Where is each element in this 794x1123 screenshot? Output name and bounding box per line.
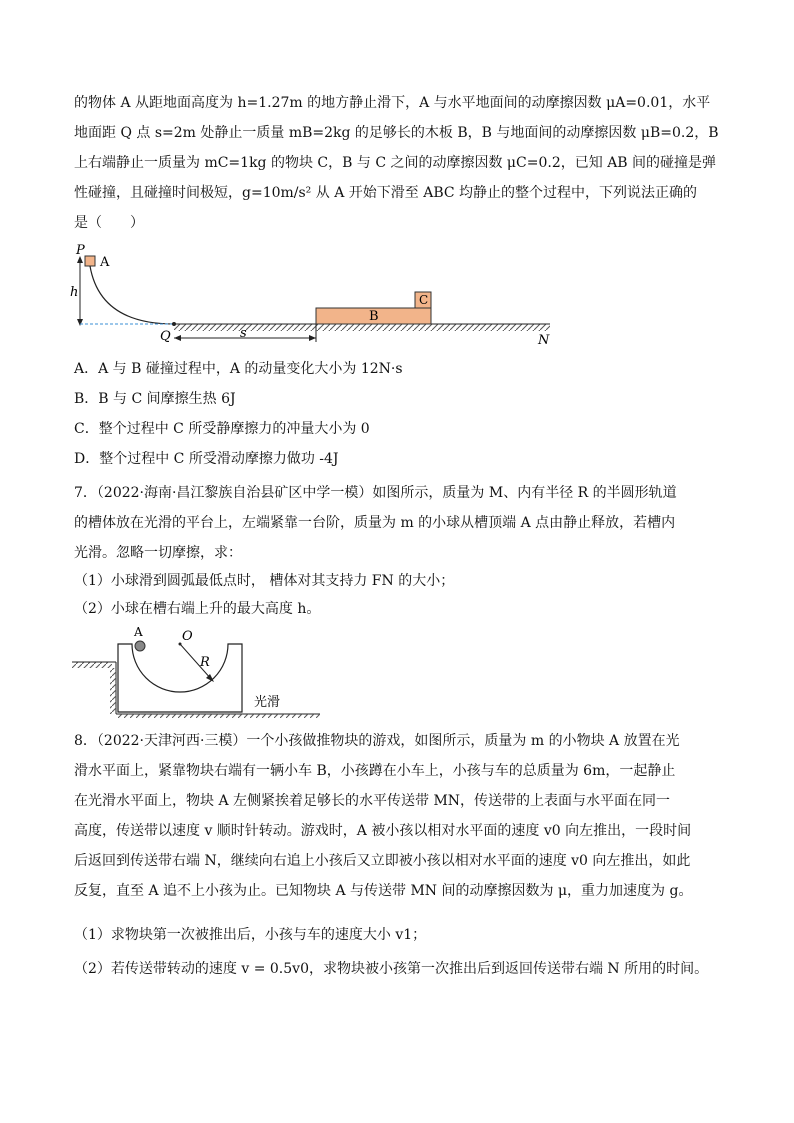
q8-part-2: （2）若传送带转动的速度 v = 0.5v0，求物块被小孩第一次推出后到返回传送带右端 N 所用的时间。	[74, 961, 709, 977]
curved-track	[90, 266, 174, 324]
s-arrow-left-icon	[174, 335, 181, 341]
q7-figure	[70, 622, 370, 718]
ball-A	[135, 641, 145, 651]
q6-option-d: D．整个过程中 C 所受滑动摩擦力做功 -4J	[74, 451, 339, 467]
left-wall-hatch	[110, 668, 116, 714]
block-A	[85, 256, 95, 266]
q8-stem-line: 在光滑水平面上，物块 A 左侧紧挨着足够长的水平传送带 MN，传送带的上表面与水平面在同一	[74, 793, 671, 809]
q8-stem-line: 高度，传送带以速度 v 顺时针转动。游戏时，A 被小孩以相对水平面的速度 v0 向左推出，一段时间	[74, 823, 692, 839]
s-arrow-right-icon	[309, 335, 316, 341]
label-h: h	[70, 285, 79, 300]
q6-stem-line: 是（ ）	[74, 215, 144, 231]
q7-part-2: （2）小球在槽右端上升的最大高度 h。	[74, 601, 321, 617]
label-s: s	[240, 326, 247, 341]
q7-stem-line: 的槽体放在光滑的平台上，左端紧靠一台阶，质量为 m 的小球从槽顶端 A 点由静止释放，若槽内	[74, 515, 676, 531]
ground-hatch	[174, 324, 550, 331]
q6-option-c: C．整个过程中 C 所受静摩擦力的冲量大小为 0	[74, 421, 370, 437]
label-B: B	[369, 309, 379, 324]
q6-stem-line: 性碰撞，且碰撞时间极短，g=10m/s² 从 A 开始下滑至 ABC 均静止的整个过程中，下列说法正确的	[74, 185, 698, 201]
q7-stem-line: 7．（2022·海南·昌江黎族自治县矿区中学一模）如图所示，质量为 M、内有半径 R 的半圆形轨道	[74, 485, 677, 501]
q6-stem-line: 地面距 Q 点 s=2m 处静止一质量 mB=2kg 的足够长的木板 B，B 与地面间的动摩擦因数 μB=0.2，B	[74, 125, 719, 141]
label-P: P	[76, 243, 85, 258]
label-Q: Q	[160, 329, 171, 344]
label-A: A	[100, 255, 110, 270]
q7-stem-line: 光滑。忽略一切摩擦，求：	[74, 545, 242, 561]
label-R: R	[200, 655, 210, 670]
h-arrow-down-icon	[77, 319, 83, 326]
q8-stem-line: 后返回到传送带右端 N，继续向右追上小孩后又立即被小孩以相对水平面的速度 v0 向左推出，如此	[74, 853, 691, 869]
q8-stem	[74, 726, 754, 906]
label-C: C	[419, 293, 429, 307]
q8-stem-line: 反复，直至 A 追不上小孩为止。已知物块 A 与传送带 MN 间的动摩擦因数为 μ，重力加速度为 g。	[74, 883, 693, 899]
ground-hatch	[116, 714, 320, 718]
q7-part-1: （1）小球滑到圆弧最低点时， 槽体对其支持力 FN 的大小；	[74, 573, 455, 589]
q6-stem-line: 上右端静止一质量为 mC=1kg 的物块 C，B 与 C 之间的动摩擦因数 μC=0.2，已知 AB 间的碰撞是弹	[74, 155, 717, 171]
label-A: A	[134, 625, 143, 639]
label-O: O	[182, 629, 193, 644]
label-smooth: 光滑	[254, 695, 281, 710]
q8-part-1: （1）求物块第一次被推出后，小孩与车的速度大小 v1；	[74, 927, 427, 943]
q6-figure	[66, 240, 566, 350]
label-N: N	[538, 333, 550, 348]
q6-stem	[74, 88, 754, 238]
q6-option-b: B．B 与 C 间摩擦生热 6J	[74, 391, 236, 407]
left-step-hatch	[72, 662, 112, 668]
q6-option-a: A．A 与 B 碰撞过程中，A 的动量变化大小为 12N·s	[74, 361, 403, 377]
q6-stem-line: 的物体 A 从距地面高度为 h=1.27m 的地方静止滑下，A 与水平地面间的动摩擦因数 μA=0.01，水平	[74, 95, 711, 111]
groove-body	[118, 644, 242, 712]
q8-stem-line: 8．（2022·天津河西·三模）一个小孩做推物块的游戏，如图所示，质量为 m 的小物块 A 放置在光	[74, 733, 680, 749]
q7-stem	[74, 478, 754, 568]
q8-stem-line: 滑水平面上，紧靠物块右端有一辆小车 B，小孩蹲在小车上，小孩与车的总质量为 6m，一起静止	[74, 763, 676, 779]
